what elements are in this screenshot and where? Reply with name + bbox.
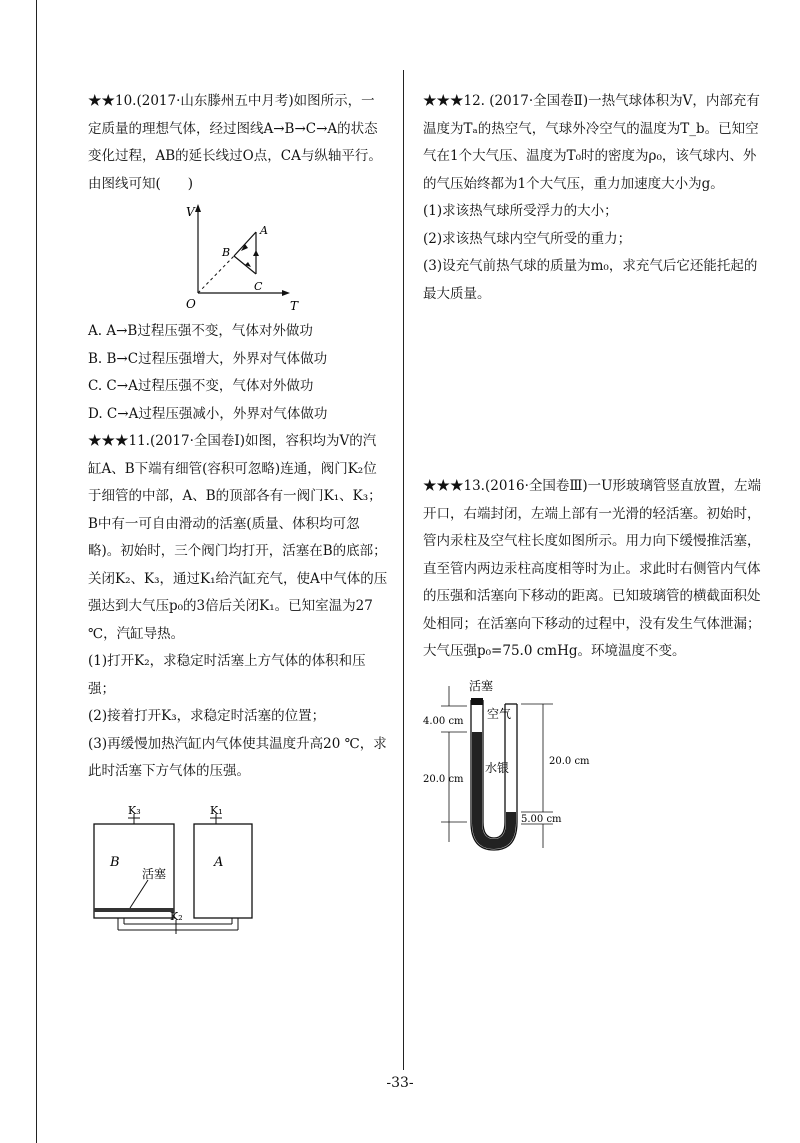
- dim-20cm-left: 20.0 cm: [423, 773, 464, 785]
- option-b: B. B→C过程压强增大，外界对气体做功: [88, 350, 328, 367]
- option-a: A. A→B过程压强不变，气体对外做功: [88, 323, 313, 339]
- vt-graph-figure: [88, 198, 388, 318]
- air-label: 空气: [487, 706, 512, 721]
- point-c-label: C: [254, 280, 263, 293]
- question-12-text: ★★★12. (2017·全国卷Ⅱ)一热气球体积为V，内部充有温度为Tₐ的热空气，气球外冷空气的温度为T_b。已知空气在1个大气压、温度为T₀时的密度为ρ₀，该气球内、外的气压始终都为1个大气压，重力加速度大小为g。: [423, 93, 760, 192]
- question-11-text: ★★★11.(2017·全国卷Ⅰ)如图，容积均为V的汽缸A、B下端有细管(容积可忽略)连通，阀门K₂位于细管的中部，A、B的顶部各有一阀门K₁、K₃；B中有一可自由滑动的活塞(质量、体积均可忽略)。初始时，三个阀门均打开，活塞在B的底部；关闭K₂、K₃，通过K₁给汽缸充气，使A中气体的压强达到大气压p₀的3倍后关闭K₁。已知室温为27 ℃，汽缸导热。: [88, 433, 388, 642]
- cylinder-b-label: B: [110, 854, 120, 870]
- u-tube-figure: [423, 672, 763, 862]
- t-axis-label: T: [290, 299, 299, 313]
- k2-label: K₂: [170, 909, 183, 923]
- answer-space: [423, 308, 763, 473]
- option-c: C. C→A过程压强不变，气体对外做功: [88, 378, 314, 394]
- point-a-label: A: [260, 224, 268, 237]
- binding-margin-line: [36, 0, 37, 1143]
- dim-4cm: 4.00 cm: [423, 715, 464, 727]
- origin-label: O: [186, 297, 196, 311]
- dim-5cm: 5.00 cm: [521, 813, 562, 825]
- page-number: -33-: [386, 1075, 414, 1091]
- piston-label: 活塞: [469, 678, 494, 693]
- cylinders-figure: [88, 802, 388, 937]
- left-column: [88, 88, 388, 937]
- piston-label: 活塞: [142, 866, 167, 881]
- question-10-text: ★★10.(2017·山东滕州五中月考)如图所示，一定质量的理想气体，经过图线A→B→C→A的状态变化过程，AB的延长线过O点，CA与纵轴平行。由图线可知( ): [88, 93, 382, 192]
- k1-label: K₁: [210, 803, 223, 817]
- question-11-part-1: (1)打开K₂，求稳定时活塞上方气体的体积和压强；: [88, 653, 366, 697]
- right-column: [423, 88, 763, 862]
- column-divider: [403, 70, 404, 1070]
- question-12-part-3: (3)设充气前热气球的质量为m₀，求充气后它还能托起的最大质量。: [423, 258, 758, 302]
- dim-20cm-right: 20.0 cm: [549, 755, 590, 767]
- point-b-label: B: [222, 246, 231, 259]
- mercury-label: 水银: [485, 760, 510, 775]
- question-13-text: ★★★13.(2016·全国卷Ⅲ)一U形玻璃管竖直放置，左端开口，右端封闭，左端上部有一光滑的轻活塞。初始时，管内汞柱及空气柱长度如图所示。用力向下缓慢推活塞，直至管内两边汞柱高度相等时为止。求此时右侧管内气体的压强和活塞向下移动的距离。已知玻璃管的横截面积处处相同；在活塞向下移动的过程中，没有发生气体泄漏；大气压强p₀=75.0 cmHg。环境温度不变。: [423, 478, 762, 659]
- question-12-part-1: (1)求该热气球所受浮力的大小；: [423, 203, 618, 219]
- question-12-part-2: (2)求该热气球内空气所受的重力；: [423, 230, 632, 247]
- question-11-part-3: (3)再缓慢加热汽缸内气体使其温度升高20 ℃，求此时活塞下方气体的压强。: [88, 735, 387, 779]
- cylinder-a-label: A: [214, 854, 224, 870]
- option-d: D. C→A过程压强减小，外界对气体做功: [88, 405, 328, 422]
- question-11-part-2: (2)接着打开K₃，求稳定时活塞的位置；: [88, 708, 326, 724]
- v-axis-label: V: [186, 205, 195, 219]
- k3-label: K₃: [128, 803, 141, 817]
